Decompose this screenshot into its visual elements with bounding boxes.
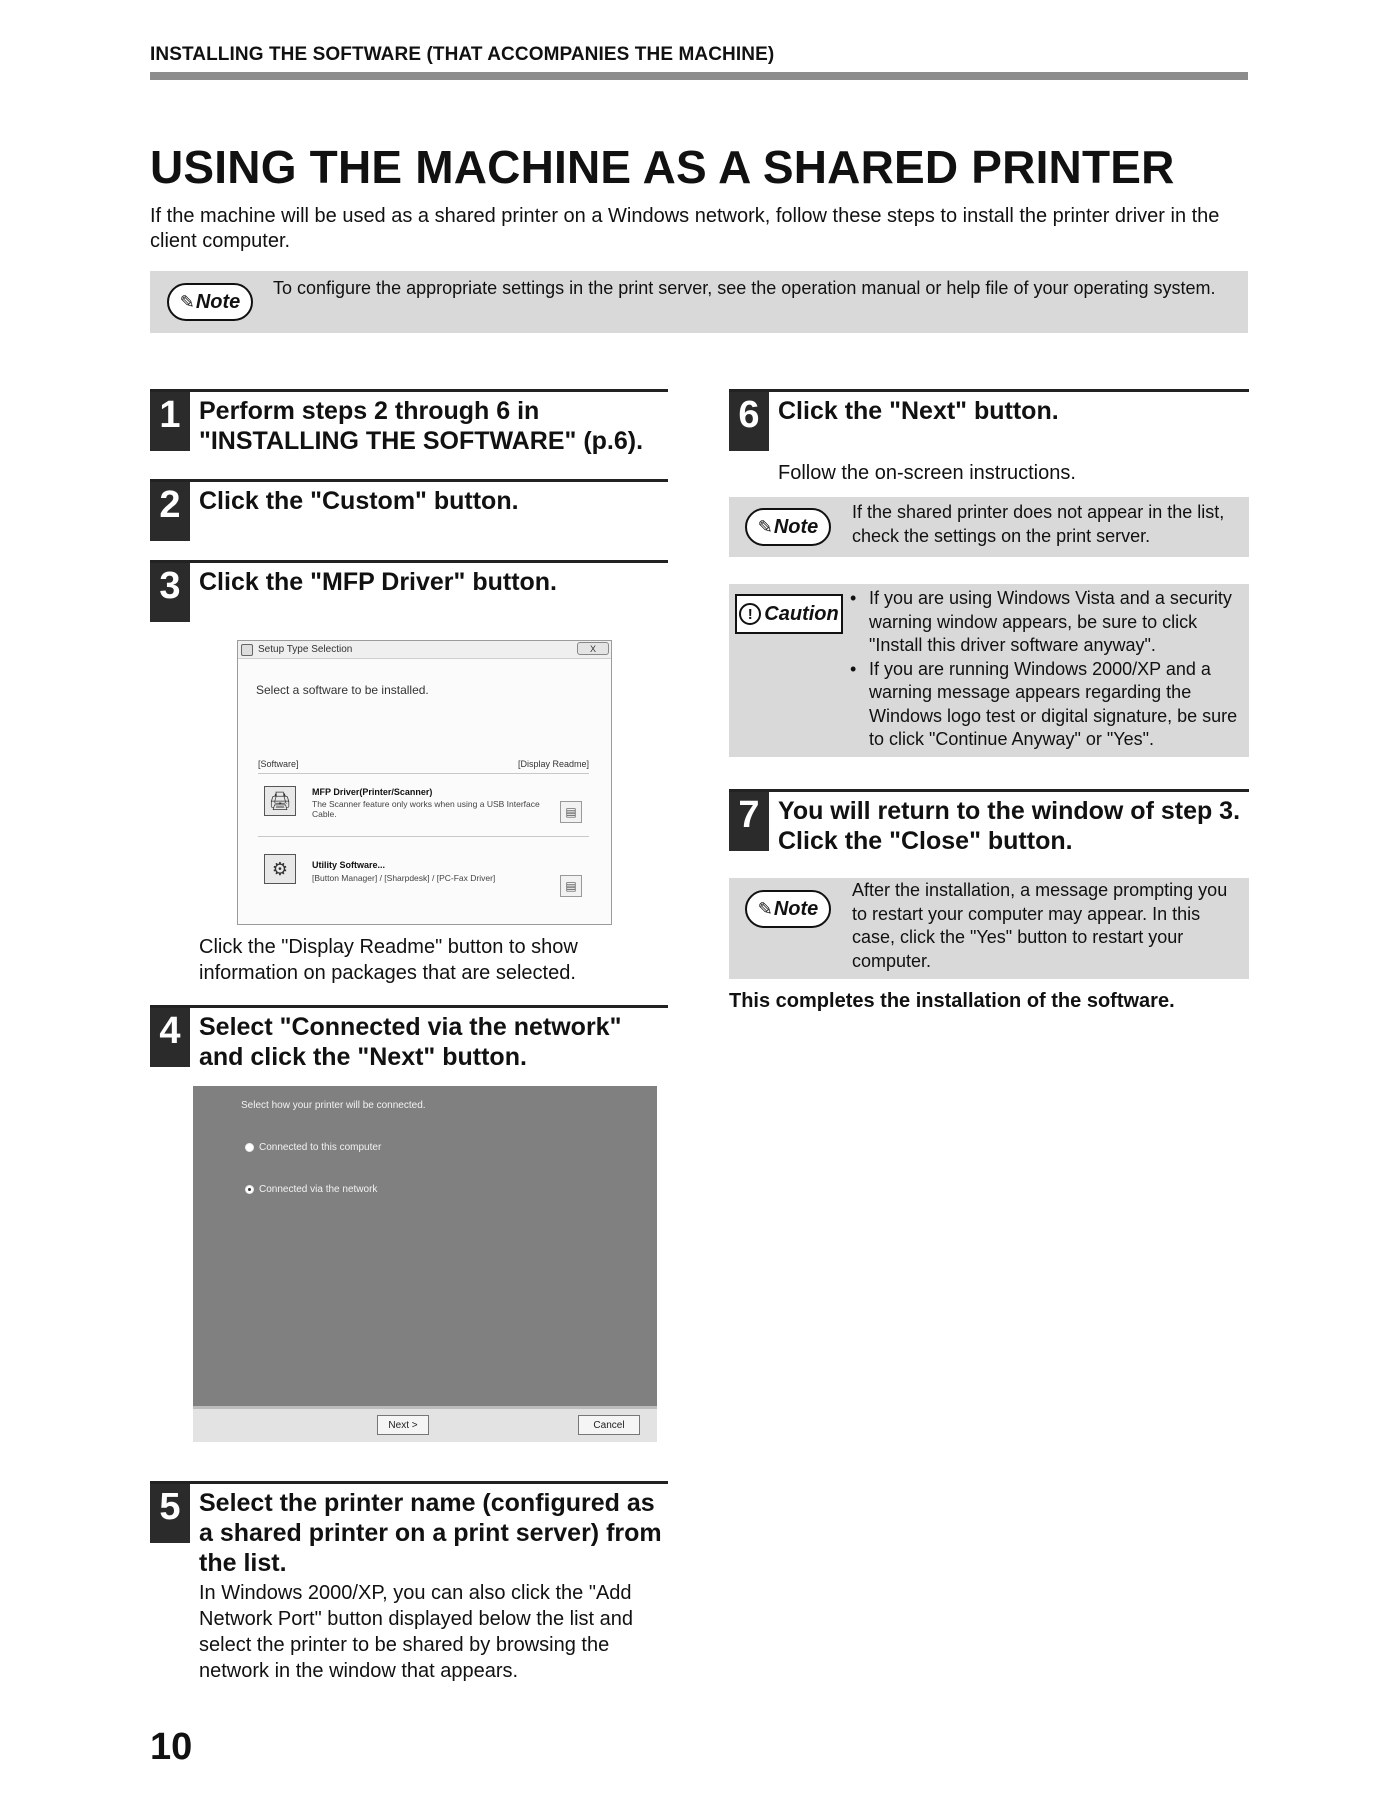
page-title: USING THE MACHINE AS A SHARED PRINTER bbox=[150, 141, 1175, 193]
step-number: 6 bbox=[729, 392, 769, 451]
note-badge bbox=[745, 890, 831, 928]
caution-box bbox=[729, 584, 1249, 757]
step-6-note-text: If the shared printer does not appear in the list, check the settings on the print server. bbox=[852, 502, 1225, 546]
note-badge bbox=[167, 283, 253, 321]
option-label: Connected to this computer bbox=[259, 1142, 382, 1153]
pencil-icon: ✎ bbox=[757, 516, 773, 537]
step-number: 2 bbox=[150, 482, 190, 541]
step-6-note-box bbox=[729, 497, 1249, 557]
package-name: Utility Software... bbox=[312, 860, 386, 870]
step-title: Select the printer name (configured as a shared printer on a print server) from the list. bbox=[199, 1489, 662, 1577]
divider bbox=[258, 773, 589, 774]
completion-text: This completes the installation of the software. bbox=[729, 990, 1175, 1012]
utility-software-button[interactable]: ⚙ bbox=[264, 854, 296, 884]
step-number: 4 bbox=[150, 1008, 190, 1067]
step-7-note-text: After the installation, a message prompting you to restart your computer may appear. In this case, click the "Yes" button to restart your computer. bbox=[852, 880, 1228, 971]
cancel-button[interactable]: Cancel bbox=[578, 1415, 640, 1435]
step-5-text: In Windows 2000/XP, you can also click the "Add Network Port" button displayed below the list and select the printer to be shared by browsing the network in the window that appears. bbox=[199, 1582, 634, 1682]
dialog-title: Setup Type Selection bbox=[258, 644, 353, 655]
caution-item: • If you are running Windows 2000/XP and a warning message appears regarding the Windows logo test or digital signature, be sure to click "Continue Anyway" or "Yes". bbox=[847, 658, 1247, 752]
exclamation-icon: ! bbox=[739, 603, 761, 625]
pencil-icon: ✎ bbox=[757, 898, 773, 919]
step-number: 1 bbox=[150, 392, 190, 451]
note-badge bbox=[745, 508, 831, 546]
note-badge-label: Note bbox=[773, 897, 819, 920]
radio-selected[interactable] bbox=[245, 1185, 254, 1194]
software-column-header: [Software] bbox=[258, 759, 299, 769]
package-name: MFP Driver(Printer/Scanner) bbox=[312, 787, 433, 797]
divider bbox=[258, 836, 589, 837]
step-title: Click the "Next" button. bbox=[778, 397, 1059, 425]
option-label: Connected via the network bbox=[259, 1184, 378, 1195]
step-title: Click the "Custom" button. bbox=[199, 487, 519, 515]
running-head: INSTALLING THE SOFTWARE (THAT ACCOMPANIES THE MACHINE) bbox=[150, 44, 775, 65]
step-7-note-box bbox=[729, 878, 1249, 979]
connection-dialog-screenshot bbox=[193, 1086, 657, 1442]
option-network[interactable] bbox=[245, 1184, 377, 1195]
option-local[interactable] bbox=[245, 1142, 381, 1153]
setup-app-icon bbox=[241, 644, 253, 656]
radio-unselected[interactable] bbox=[245, 1143, 254, 1152]
dialog-button-bar bbox=[193, 1406, 657, 1442]
note-badge-label: Note bbox=[773, 515, 819, 538]
caution-badge-label: Caution bbox=[764, 602, 839, 625]
step-2 bbox=[150, 479, 668, 541]
dialog-titlebar bbox=[238, 641, 611, 659]
step-title: Select "Connected via the network" and click the "Next" button. bbox=[199, 1013, 622, 1071]
package-description: [Button Manager] / [Sharpdesk] / [PC-Fax Driver] bbox=[312, 873, 496, 883]
top-note-box bbox=[150, 271, 1248, 333]
step-number: 3 bbox=[150, 563, 190, 622]
connection-prompt: Select how your printer will be connected. bbox=[241, 1100, 426, 1111]
page-number: 10 bbox=[150, 1726, 193, 1768]
step-1 bbox=[150, 389, 668, 455]
step-3 bbox=[150, 560, 668, 622]
header-rule bbox=[150, 72, 1248, 80]
step-3-text: Click the "Display Readme" button to show information on packages that are selected. bbox=[199, 936, 578, 984]
step-6 bbox=[729, 389, 1249, 451]
step-5 bbox=[150, 1481, 668, 1577]
display-readme-button[interactable]: ▤ bbox=[560, 875, 582, 897]
readme-column-header: [Display Readme] bbox=[517, 759, 589, 769]
step-title: You will return to the window of step 3. Click the "Close" button. bbox=[778, 797, 1241, 855]
mfp-driver-button[interactable]: 🖨 bbox=[264, 786, 296, 816]
dialog-prompt: Select a software to be installed. bbox=[256, 683, 429, 697]
step-number: 5 bbox=[150, 1484, 190, 1543]
step-7 bbox=[729, 789, 1249, 855]
step-title: Click the "MFP Driver" button. bbox=[199, 568, 558, 596]
next-button[interactable]: Next > bbox=[377, 1415, 429, 1435]
pencil-icon: ✎ bbox=[179, 291, 195, 312]
close-button[interactable]: X bbox=[577, 642, 609, 655]
top-note-text: To configure the appropriate settings in the print server, see the operation manual or help file of your operating system. bbox=[273, 278, 1216, 298]
caution-list bbox=[847, 587, 1247, 752]
note-badge-label: Note bbox=[195, 290, 241, 313]
caution-item: • If you are using Windows Vista and a security warning window appears, be sure to click "Install this driver software anyway". bbox=[847, 587, 1247, 658]
package-description: The Scanner feature only works when using a USB Interface Cable. bbox=[312, 799, 540, 819]
step-4 bbox=[150, 1005, 668, 1071]
intro-text: If the machine will be used as a shared printer on a Windows network, follow these steps to install the printer driver in the client computer. bbox=[150, 205, 1220, 252]
caution-badge bbox=[735, 594, 843, 634]
setup-type-dialog-screenshot bbox=[237, 640, 612, 925]
step-number: 7 bbox=[729, 792, 769, 851]
step-title: Perform steps 2 through 6 in "INSTALLING THE SOFTWARE" (p.6). bbox=[199, 397, 644, 455]
step-6-text: Follow the on-screen instructions. bbox=[778, 462, 1076, 484]
display-readme-button[interactable]: ▤ bbox=[560, 801, 582, 823]
